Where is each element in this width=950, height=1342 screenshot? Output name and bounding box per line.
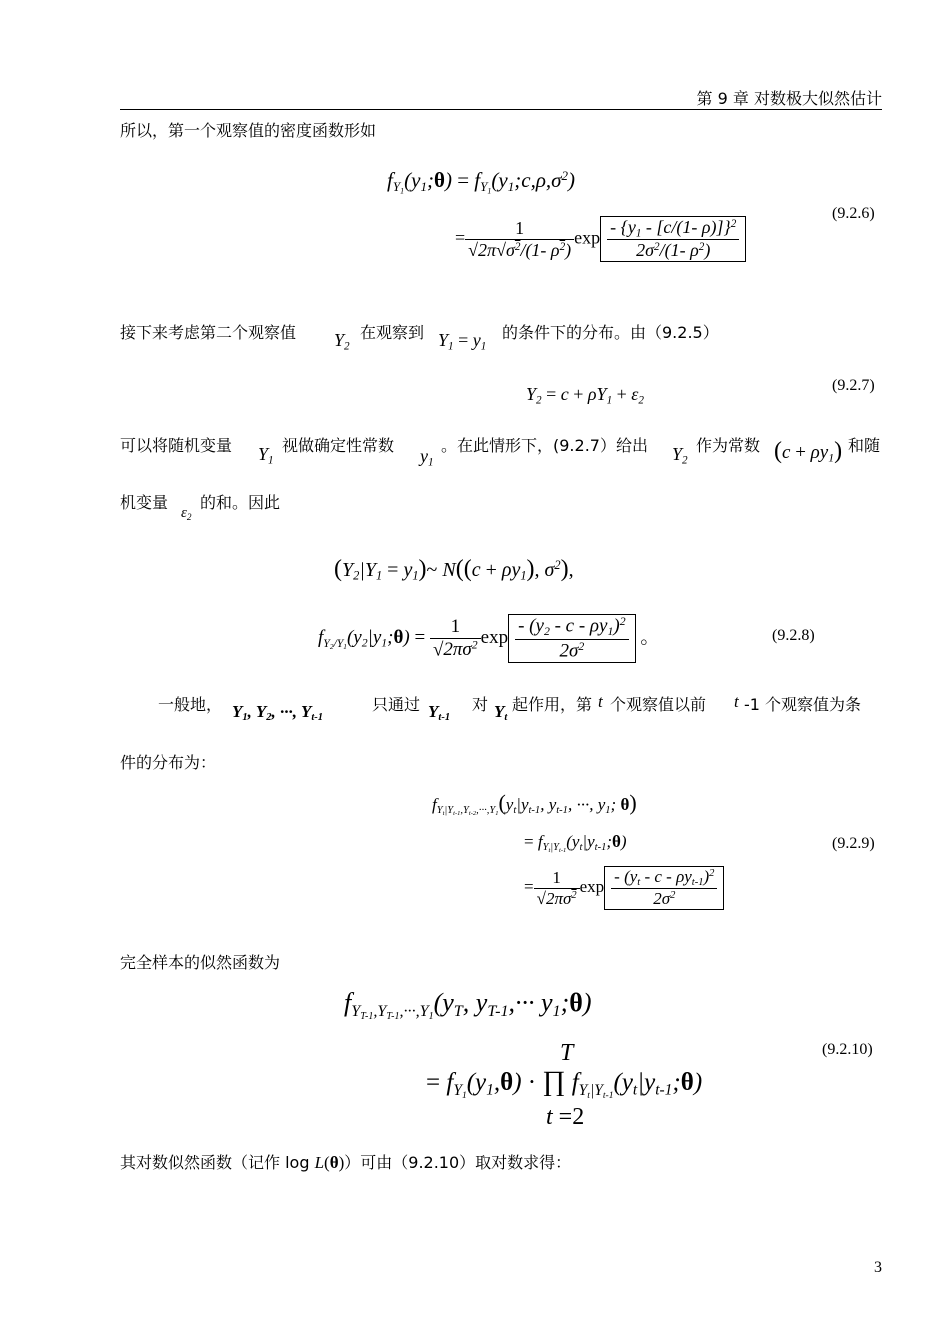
equation-9-2-9-line3: = $\frac{1}{√2\pi\sigma^2}$ exp $\frac{- (y_t - c - \rho y_{t-1})^2}{2\sigma^2}$ bbox=[524, 866, 724, 910]
equation-9-2-6-line1: $f_{Y_1}(y_1;\theta)$ = $f_{Y_1}(y_1;c,\rho,\sigma^2)$ bbox=[387, 168, 576, 196]
math-c-plus-rho-y1: $(c + \rho y_1)$ bbox=[774, 438, 843, 465]
paragraph-general-text-a: 一般地， bbox=[158, 695, 223, 714]
paragraph-general-text-c: 对 bbox=[472, 695, 489, 714]
math-Yt-1: $Y_{t-1}$ bbox=[428, 702, 451, 724]
paragraph-random-variable-text-a: 可以将随机变量 bbox=[120, 436, 233, 455]
paragraph-second-observation-text-a: 接下来考虑第二个观察值 bbox=[120, 323, 297, 342]
paragraph-general-text-f: -1 个观察值为条 bbox=[744, 695, 862, 714]
equation-number-9-2-10: (9.2.10) bbox=[822, 1041, 873, 1058]
equation-number-9-2-6: (9.2.6) bbox=[832, 205, 875, 222]
chapter-header: 第 9 章 对数极大似然估计 bbox=[696, 89, 882, 108]
paragraph-sum-text-b: 的和。因此 bbox=[200, 493, 281, 512]
math-t: t bbox=[598, 692, 603, 711]
paragraph-sum-text-a: 机变量 bbox=[120, 493, 169, 512]
equation-9-2-9-line2: = $f_{Y_t|Y_{t-1}}(y_t|y_{t-1};\theta)$ bbox=[524, 832, 627, 855]
math-y1: $y_1$ bbox=[420, 446, 434, 469]
paragraph-general-text-e: 个观察值以前 bbox=[610, 695, 707, 714]
product-lower-limit: t =2 bbox=[546, 1104, 585, 1130]
math-Y1-to-Yt-1: $Y_1$, $Y_2$, ···, $Y_{t-1}$ bbox=[232, 702, 324, 724]
page-number: 3 bbox=[874, 1259, 882, 1276]
math-t-b: t bbox=[734, 692, 739, 711]
paragraph-second-observation-text-c: 的条件下的分布。由（9.2.5） bbox=[502, 323, 719, 342]
equation-number-9-2-9: (9.2.9) bbox=[832, 835, 875, 852]
paragraph-random-variable-text-b: 视做确定性常数 bbox=[282, 436, 395, 455]
paragraph-random-variable-text-d: 作为常数 bbox=[696, 436, 761, 455]
math-Y2: $Y_2$ bbox=[334, 330, 350, 353]
equation-9-2-8: $f_{Y_2/Y_1}(y_2|y_1;\theta)$ = $\frac{1}{√2\pi\sigma^2}$ exp $\frac{- (y_2 - c - \rho y_1)^2}{2\sigma^2}$ 。 bbox=[318, 615, 660, 662]
paragraph-log-likelihood: 其对数似然函数（记作 log L(θ)）可由（9.2.10）取对数求得： bbox=[120, 1153, 572, 1172]
paragraph-log-likelihood-text-b: ）可由（9.2.10）取对数求得： bbox=[344, 1153, 572, 1172]
math-Y2-b: $Y_2$ bbox=[672, 444, 688, 467]
equation-conditional-distribution: ($Y_2|Y_1$ = $y_1)\sim$ $N((c + \rho y_1)$, $\sigma^2$), bbox=[334, 556, 574, 583]
paragraph-random-variable-text-c: 。在此情形下，(9.2.7）给出 bbox=[441, 436, 648, 455]
paragraph-log-likelihood-text-a: 其对数似然函数（记作 log bbox=[120, 1153, 315, 1172]
math-Yt: $Y_t$ bbox=[494, 702, 508, 724]
header-rule bbox=[120, 109, 882, 110]
paragraph-second-observation-text-b: 在观察到 bbox=[360, 323, 425, 342]
math-Y1-equals-y1: $Y_1 = y_1$ bbox=[438, 330, 487, 353]
paragraph-general-text-b: 只通过 bbox=[372, 695, 421, 714]
math-epsilon2: $\varepsilon_2$ bbox=[181, 505, 192, 523]
paragraph-general-text-d: 起作用，第 bbox=[512, 695, 593, 714]
equation-9-2-7: $Y_2 = c + \rho Y_1 + \varepsilon_2$ bbox=[526, 384, 644, 407]
equation-9-2-9-line1: $f_{Y_t|Y_{t-1},Y_{t-2},\cdot\cdot\cdot,Y_1}(y_t|y_{t-1}$, $y_{t-1}$, ···, $y_1$; θ) bbox=[432, 790, 637, 818]
equation-number-9-2-8: (9.2.8) bbox=[772, 627, 815, 644]
product-upper-limit: T bbox=[560, 1040, 574, 1066]
equation-9-2-10-line1: $f_{Y_{T-1},Y_{T-1},\cdot\cdot\cdot,Y_1}(y_T$, $y_{T-1},\cdot\cdot\cdot$ $y_1;\theta$) bbox=[344, 988, 592, 1022]
equation-number-9-2-7: (9.2.7) bbox=[832, 377, 875, 394]
math-Y1: $Y_1$ bbox=[258, 444, 274, 467]
equation-9-2-6-line2: = $\frac{1}{√2\pi√\sigma^2/(1- \rho^2)}$ exp $\frac{- \{y_1 - [c/(1- \rho)]\}^2}{2\sigma^2/(1- \rho^2)}$ bbox=[455, 216, 746, 262]
equation-9-2-10-line2: = $f_{Y_1}(y_1,\theta)$ · ∏ $f_{Y_t|Y_{t-1}}(y_t|y_{t-1};\theta)$ bbox=[426, 1066, 703, 1101]
paragraph-intro: 所以，第一个观察值的密度函数形如 bbox=[120, 121, 377, 140]
paragraph-random-variable-text-e: 和随 bbox=[848, 436, 881, 455]
paragraph-likelihood: 完全样本的似然函数为 bbox=[120, 953, 281, 972]
paragraph-distribution-is: 件的分布为： bbox=[120, 753, 217, 772]
